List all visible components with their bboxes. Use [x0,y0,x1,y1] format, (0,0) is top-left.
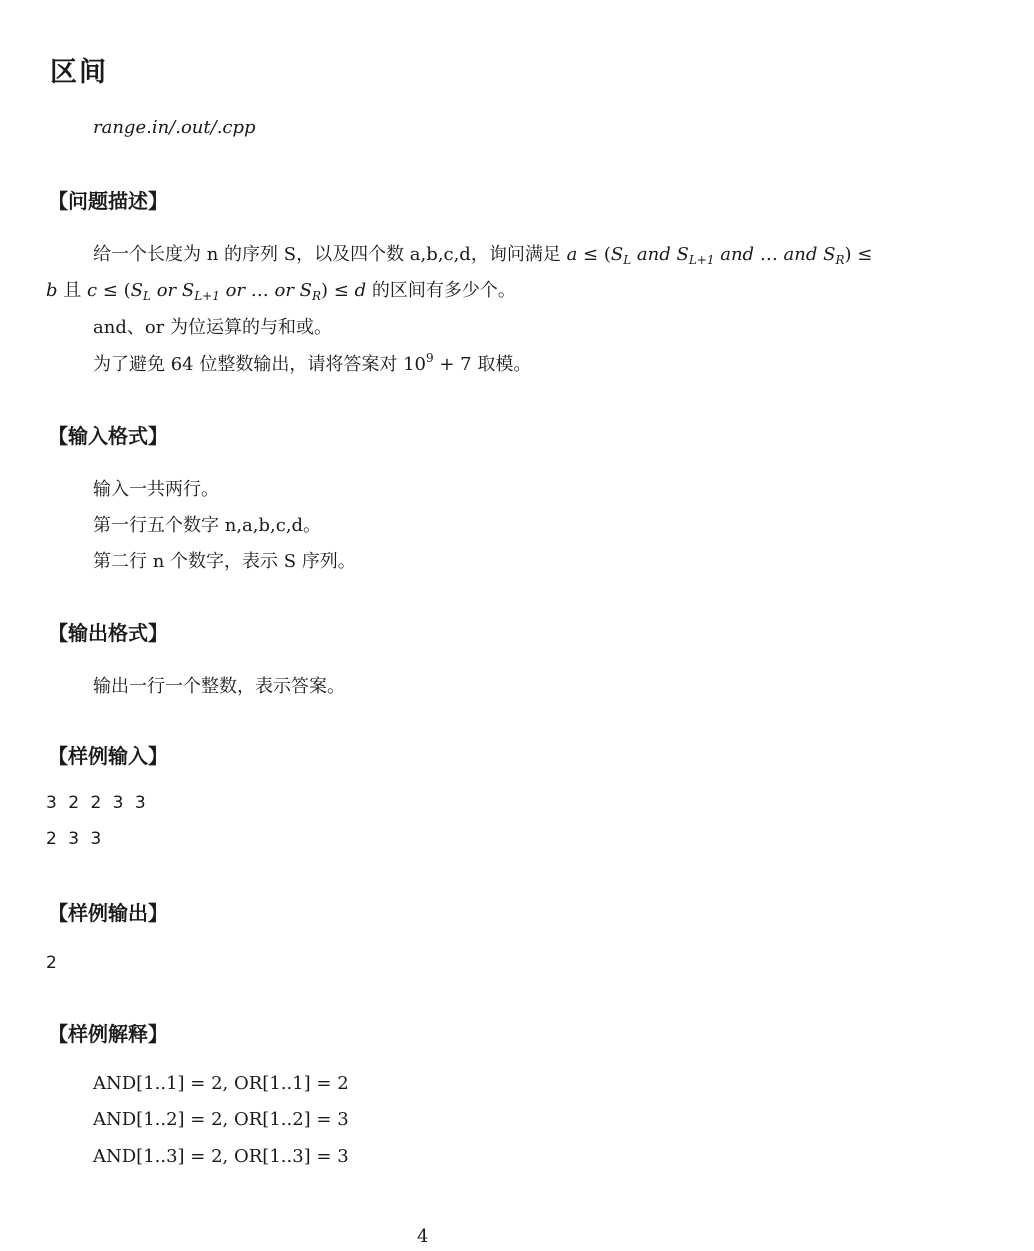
input-format-line: 第一行五个数字 n,a,b,c,d。 [93,515,322,536]
sample-input-line: 2 3 3 [46,829,105,849]
section-input-heading: 【输入格式】 [48,424,168,448]
description-ops-line: and、or 为位运算的与和或。 [93,317,333,338]
page-number: 4 [417,1226,429,1247]
section-sample-input-heading: 【样例输入】 [48,744,168,768]
section-output-heading: 【输出格式】 [48,621,168,645]
description-line-1 [93,240,872,267]
mod-line-suffix: 取模。 [477,354,532,375]
explanation-line: AND[1..1] = 2, OR[1..1] = 2 [93,1073,349,1094]
mod-line-prefix: 为了避免 64 位整数输出，请将答案对 [93,354,398,375]
input-format-line: 第二行 n 个数字，表示 S 序列。 [93,551,356,572]
description-line-2 [46,276,516,303]
sample-output-line: 2 [46,953,60,973]
section-sample-output-heading: 【样例输出】 [48,901,168,925]
or-formula: b 且 $c \le (S_L$ or $S_{L+1}$ or … or $S_R) \le d$ [46,280,367,303]
problem-title: 区间 [50,57,108,88]
explanation-line: AND[1..2] = 2, OR[1..2] = 3 [93,1109,349,1130]
mod-formula: $10^9 + 7$ [403,351,472,375]
and-formula: $a \le (S_L$ and $S_{L+1}$ and … and $S_R$) ≤ [566,244,873,267]
sample-input-line: 3 2 2 3 3 [46,793,149,813]
input-format-line: 输入一共两行。 [93,479,219,500]
section-description-heading: 【问题描述】 [48,189,168,213]
output-format-line: 输出一行一个整数，表示答案。 [93,676,345,697]
file-line: range.in/.out/.cpp [93,117,256,138]
description-mod-line [93,350,531,376]
description-line-2-text: 的区间有多少个。 [371,280,516,301]
description-line-1-text: 给一个长度为 n 的序列 S，以及四个数 a,b,c,d，询问满足 [93,244,561,265]
section-sample-explanation-heading: 【样例解释】 [48,1022,168,1046]
explanation-line: AND[1..3] = 2, OR[1..3] = 3 [93,1146,349,1167]
